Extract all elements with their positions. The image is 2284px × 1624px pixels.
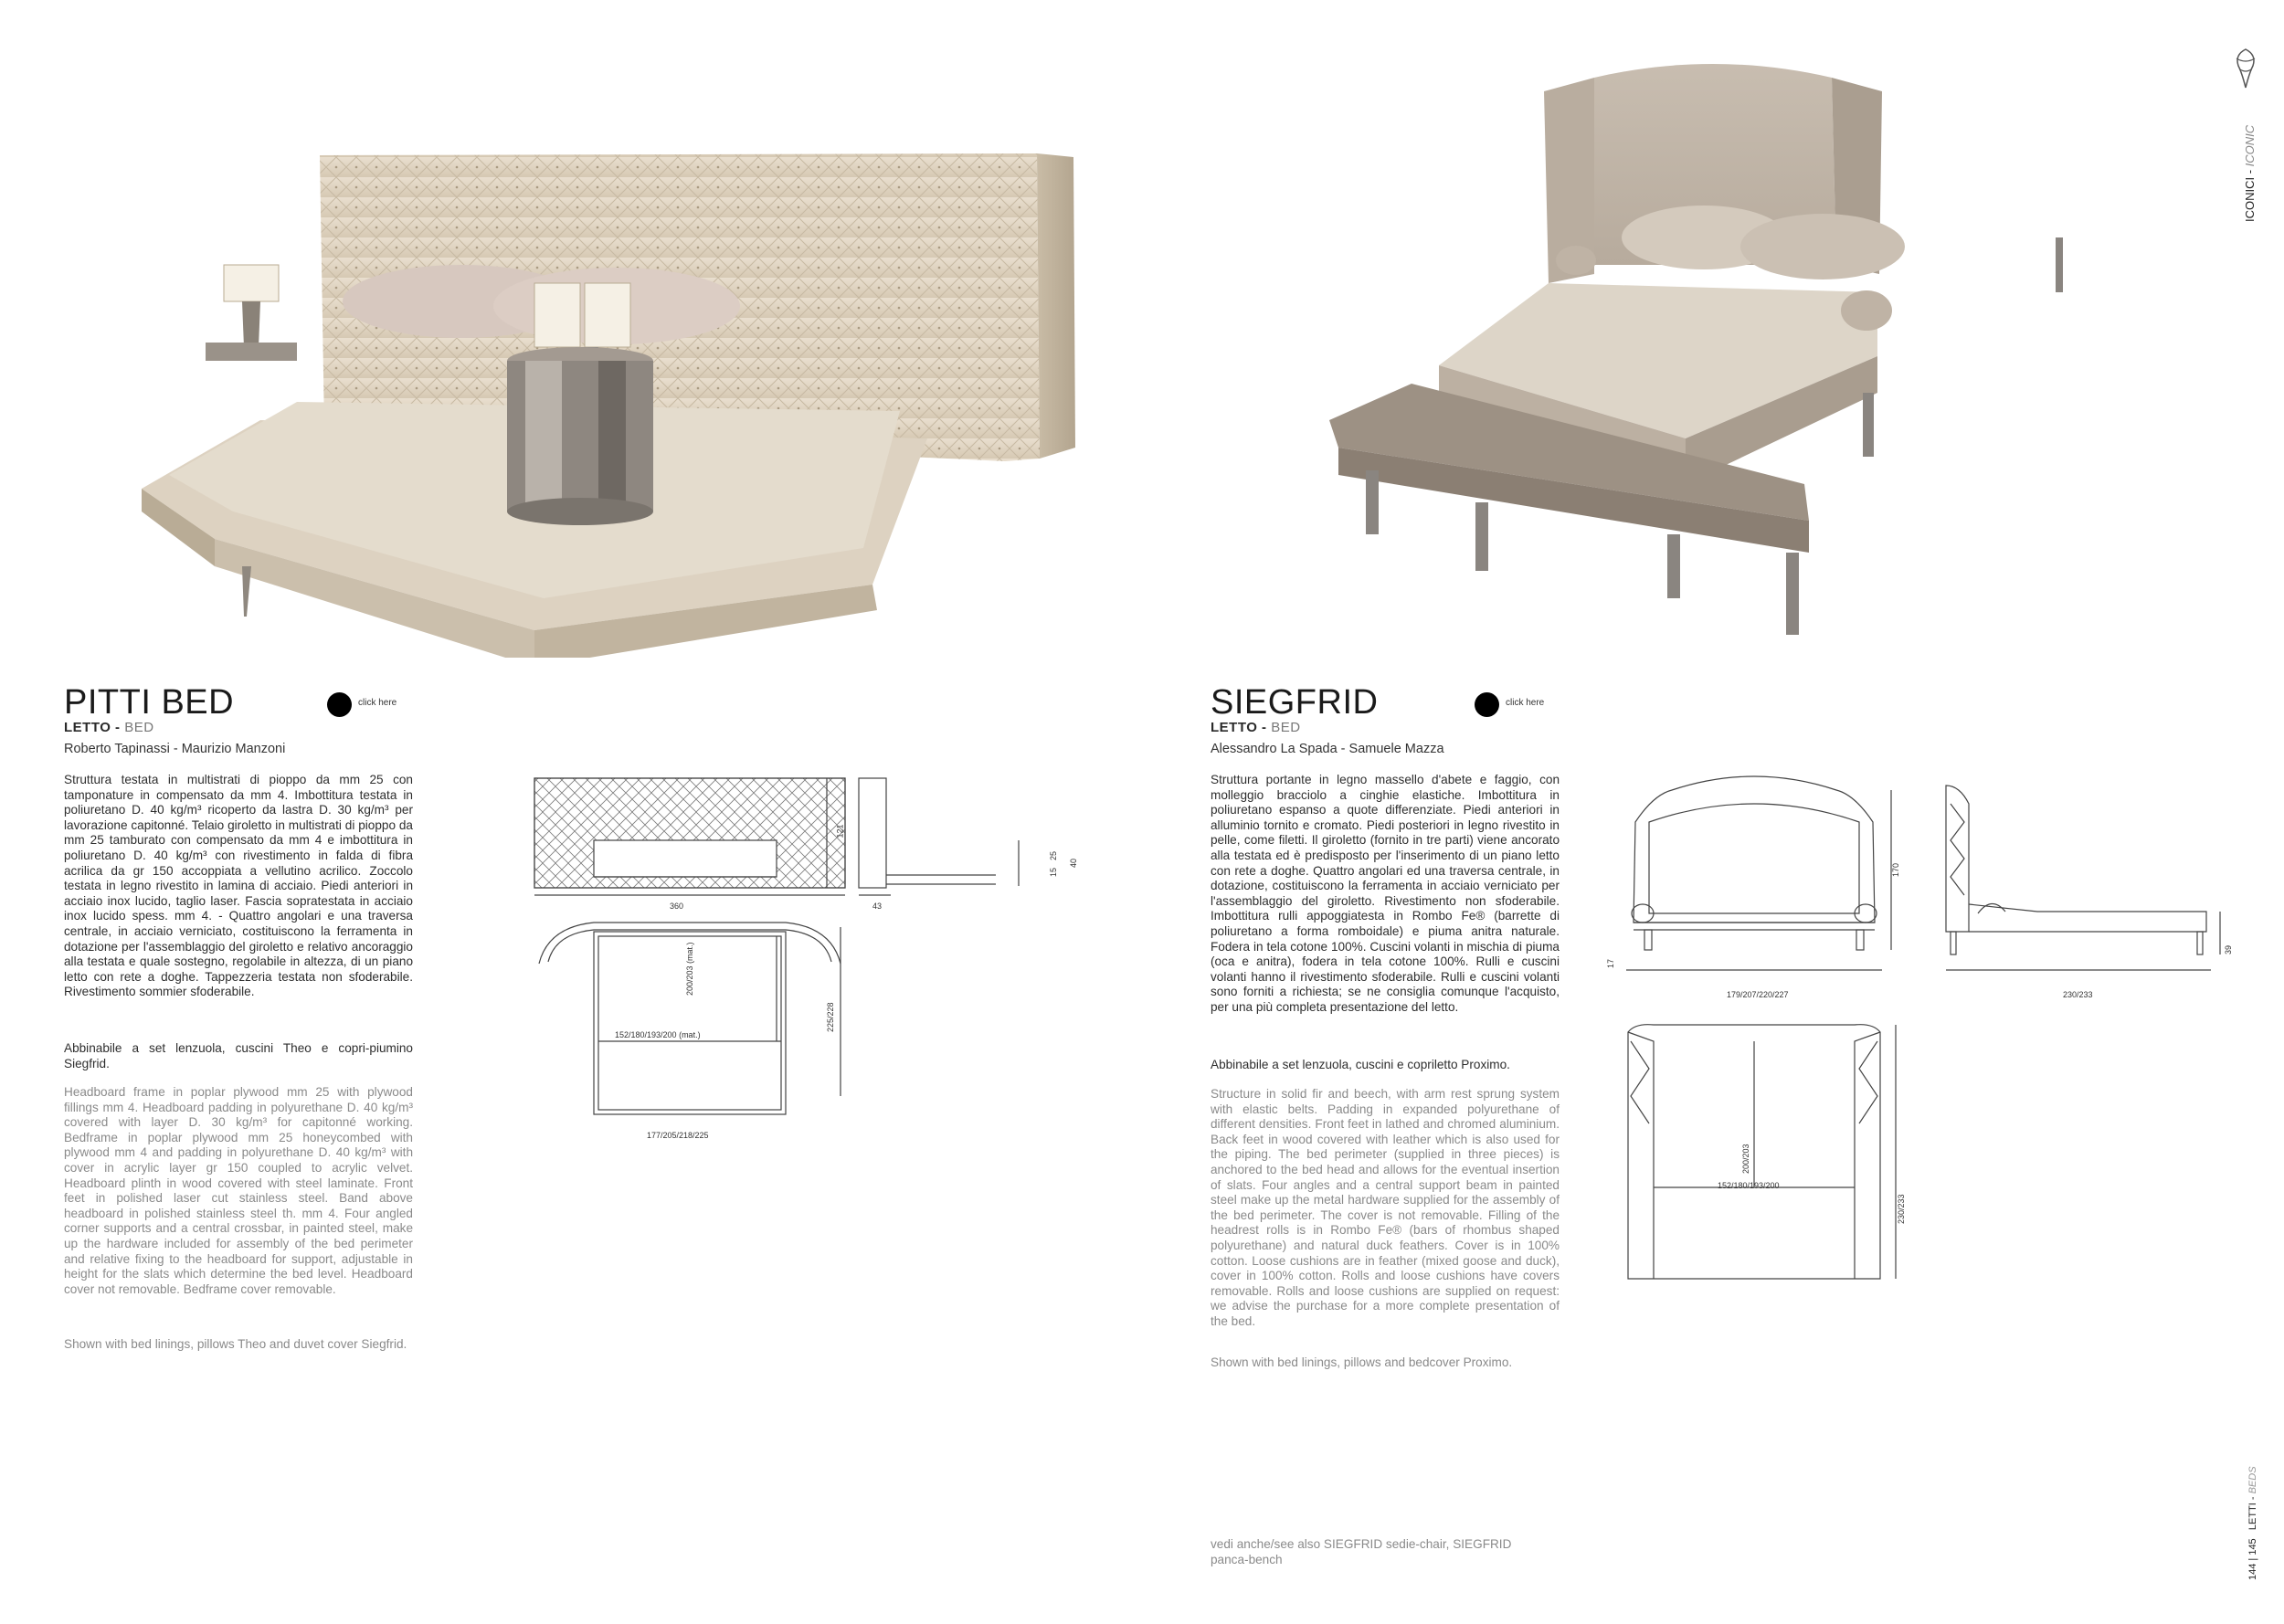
type-it: LETTO (64, 720, 111, 735)
dim-side-h1: 15 (1049, 867, 1059, 878)
dim-side-depth: 230/233 (2063, 990, 2093, 999)
siegfrid-bed-photo (1311, 55, 2069, 676)
category-it: LETTI (2247, 1503, 2258, 1531)
dim-side-h3: 40 (1069, 858, 1079, 869)
type-it: LETTO (1211, 720, 1258, 735)
combo-en: Shown with bed linings, pillows and bedcover Proximo. (1211, 1355, 1513, 1369)
page-footer: 144 | 145 LETTI - BEDS (2247, 1466, 2258, 1580)
type-en: BED (1271, 720, 1301, 735)
click-here-link[interactable]: click here (1506, 698, 1545, 708)
product-title: SIEGFRID (1211, 683, 1379, 722)
product-type: LETTO - BED (64, 720, 154, 735)
category-en: BEDS (2247, 1466, 2258, 1494)
click-here-link[interactable]: click here (358, 698, 397, 708)
type-en: BED (124, 720, 154, 735)
pitti-bed-photo (105, 137, 1092, 658)
combo-en: Shown with bed linings, pillows Theo and duvet cover Siegfrid. (64, 1337, 407, 1351)
dim-plan-width-mat: 152/180/193/200 (1718, 1181, 1780, 1190)
dim-plan-width-mat: 152/180/193/200 (mat.) (615, 1030, 701, 1039)
dim-front-height: 170 (1891, 862, 1900, 877)
dim-plan-total-length: 230/233 (1897, 1194, 1906, 1224)
description-en: Headboard frame in poplar plywood mm 25 with plywood fillings mm 4. Headboard padding in polyurethane D. 40 kg/m³ covered with layer D. 30 kg/m³ for capitonné working. Bedframe in poplar plywood mm 25 honeycombed with plywood mm 4 and padding in polyurethane D. 40 kg/m³ with cover in acrylic layer gr 150 coupled to acrylic velvet. Headboard plinth in wood covered with steel laminate. Front feet in polished laser cut stainless steel. Band above headboard in polished stainless steel th. mm 4. Four angled corner supports and a central crossbar, in painted steel, make up the hardware included for assembly of the bed perimeter and relative fixing to the headboard for support, adjustable in height for the slats which determine the bed level. Headboard cover not removable. Bedframe cover removable. (64, 1085, 413, 1296)
combo-it: Abbinabile a set lenzuola, cuscini e copriletto Proximo. (1211, 1058, 1510, 1071)
dim-side-depth: 43 (872, 902, 883, 911)
siegfrid-technical-drawing (1617, 767, 2238, 1297)
dim-plan-total-width: 177/205/218/225 (647, 1131, 709, 1140)
see-also: vedi anche/see also SIEGFRID sedie-chair, SIEGFRID panca-bench (1211, 1537, 1512, 1566)
dim-plan-mattress: 200/203 (1741, 1144, 1750, 1174)
designers: Roberto Tapinassi - Maurizio Manzoni (64, 742, 286, 756)
pitti-technical-drawing (530, 767, 1096, 1123)
click-here-button[interactable] (327, 692, 352, 717)
combo-it: Abbinabile a set lenzuola, cuscini Theo e copri-piumino Siegfrid. (64, 1041, 413, 1070)
dim-front-foot: 17 (1606, 958, 1615, 968)
dim-plan-total-length: 225/228 (826, 1002, 835, 1032)
description-it: Struttura testata in multistrati di pioppo da mm 25 con tamponature in compensato da mm 4. Imbottitura testata in poliuretano D. 40 kg/m³ ricoperto da lastra D. 30 kg/m³ per lavorazione capitonné. Telaio giroletto in multistrati di pioppo da mm 25 tamburato con compensato da mm 4 e imbottitura in poliuretano D. 40 kg/m³ con rivestimento in falda di fibra acrilica da gr 150 accoppiata a vellutino acrilico. Zoccolo testata in legno rivestito in lamina di acciaio. Piedi anteriori in acciaio inox lucido, taglio laser. Fascia sopratestata in acciaio inox lucido spess. mm 4. - Quattro angolari e una traversa centrale, in acciaio verniciato, costituiscono la ferramenta in dotazione per l'assemblaggio del giroletto e relativo ancoraggio alla testata e quale sostegno, regolabile in altezza, di un piano letto con rete a doghe. Tappezzeria testata non sfoderabile. Rivestimento sommier sfoderabile. (64, 773, 413, 999)
section-it: ICONICI (2243, 176, 2257, 222)
page-numbers: 144 | 145 (2247, 1538, 2258, 1580)
dim-plan-mattress: 200/203 (mat.) (685, 942, 694, 996)
designers: Alessandro La Spada - Samuele Mazza (1211, 742, 1444, 756)
brand-logo-icon (2229, 46, 2262, 91)
dim-side-h: 39 (2224, 944, 2233, 954)
dim-front-width: 179/207/220/227 (1727, 990, 1789, 999)
dim-front-width: 360 (670, 902, 684, 911)
description-en: Structure in solid fir and beech, with arm rest sprung system with elastic belts. Padding in expanded polyurethane of different densities. Front feet in lathed and chromed aluminium. Back feet in wood covered with leather which is also used for the piping. The bed perimeter (supplied in three pieces) is anchored to the bed head and allows for the eventual insertion of slats. Four angles and a central support beam in painted steel make up the metal hardware supplied for the assembly of the bed perimeter. The cover is not removable. Filling of the headrest rolls is in Rombo Fe® (bars of rhombus shaped polyurethane) and natural duck feathers. Cover is in 100% cotton. Loose cushions are in feather (mixed goose and duck), cover in 100% cotton. Rolls and loose cushions have covers removable. Rolls and loose cushions are supplied on request: we advise the purchase for a more complete presentation of the bed. (1211, 1087, 1560, 1328)
click-here-button[interactable] (1475, 692, 1499, 717)
section-label: ICONICI - ICONIC (2243, 124, 2257, 222)
description-it: Struttura portante in legno massello d'abete e faggio, con molleggio bracciolo a cinghie elastiche. Imbottitura in poliuretano espanso a quote differenziate. Piedi anteriori in alluminio tornito e cromato. Piedi posteriori in legno rivestito in pelle, come filetti. Il giroletto (fornito in tre parti) viene ancorato alla testata ed è predisposto per l'inserimento di un piano letto con rete a doghe. Quattro angolari ed una traversa centrale, in dotazione, costituiscono la ferramenta in acciaio verniciato per l'assemblaggio del giroletto. Rivestimento non sfoderabile. Imbottitura rulli appoggiatesta in Rombo Fe® (barrette di poliuretano a forma romboidale) e piuma anitra naturale. Fodera in tela cotone 100%. Cuscini volanti in mischia di piuma (oca e anitra), fodera in tela cotone 100%. Rulli e cuscini volanti hanno il rivestimento sfoderabile. Rulli e cuscini volanti sono forniti a richiesta; se ne consiglia comunque l'acquisto, per una più completa presentazione del letto. (1211, 773, 1560, 1014)
dim-side-h2: 25 (1049, 850, 1059, 861)
dim-front-height: 121 (835, 824, 845, 838)
product-title: PITTI BED (64, 683, 235, 722)
product-type: LETTO - BED (1211, 720, 1301, 735)
section-en: ICONIC (2243, 124, 2257, 167)
